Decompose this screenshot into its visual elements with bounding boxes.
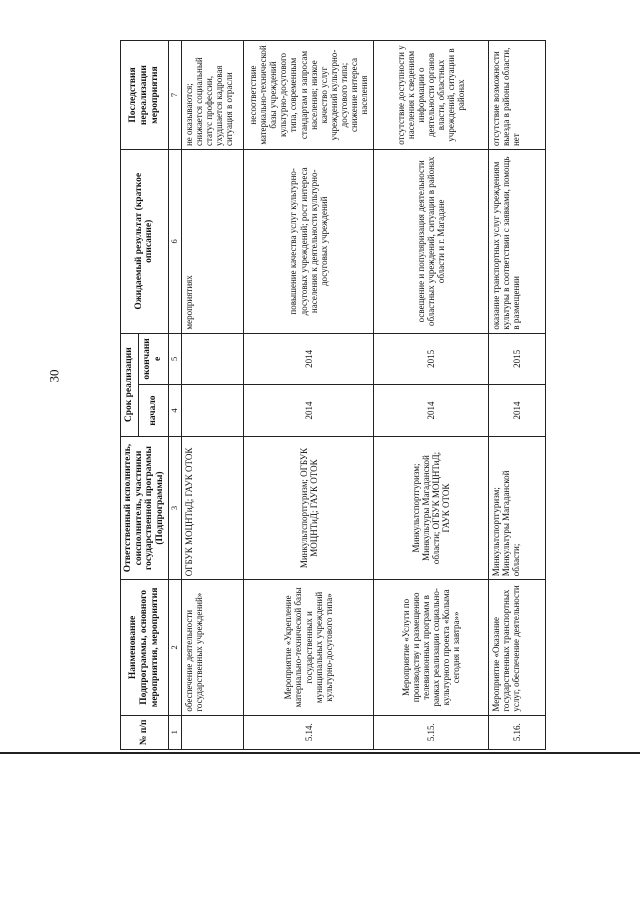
row-start (181, 385, 243, 437)
row-responsible: Минкультспортгуризм; ОГБУК МОЦНТиД; ГАУК ОТОК (243, 436, 374, 579)
header-result: Ожидаемый результат (краткое описание) (121, 150, 169, 334)
header-name: Наименование Подпрограммы, основного мероприятия, мероприятия (121, 580, 169, 715)
row-no (181, 715, 243, 749)
row-name: Мероприятие «Укрепление материально-технической базы государственных и муниципальных учреждений культурно-досугового типа» (243, 580, 374, 715)
table-row (181, 41, 243, 750)
row-start: 2014 (488, 385, 545, 437)
row-name: Мероприятие «Оказание государственных транспортных услуг, обеспечение деятельности (488, 580, 545, 715)
row-start: 2014 (243, 385, 374, 437)
row-responsible: Минкультспортгуризм; Минкультуры Магаданской области; (488, 436, 545, 579)
page-number: 30 (46, 369, 62, 383)
row-no: 5.14. (243, 715, 374, 749)
row-result: мероприятиях (181, 150, 243, 334)
row-no: 5.15. (374, 715, 488, 749)
header-consequences: Последствия нереализации мероприятия (121, 41, 169, 150)
column-number: 6 (168, 150, 181, 334)
header-start: начало (138, 385, 168, 437)
row-consequences: отсутствие доступности у населения к сведениям информации о деятельности органов власти, областных учреждений, ситуации в районах (374, 41, 488, 150)
row-result: повышение качества услуг культурно-досуговых учреждений; рост интереса населения к деятельности культурно-досуговых учреждений (243, 150, 374, 334)
table-row (488, 41, 545, 750)
row-consequences: отсутствие возможности выезда в районы области, нет (488, 41, 545, 150)
header-row (121, 41, 139, 750)
row-name: обеспечение деятельности государственных учреждений» (181, 580, 243, 715)
column-number: 3 (168, 436, 181, 579)
row-start: 2014 (374, 385, 488, 437)
column-number: 7 (168, 41, 181, 150)
row-no: 5.16. (488, 715, 545, 749)
row-consequences: не оказываются; снижается социальный статус профессии, ухудшается кадровая ситуация в отрасли (181, 41, 243, 150)
row-consequences: несоответствие материально-технической базы учреждений культурно-досугового типа, современным стандартам и запросам населения; низкое качество услуг учреждений культурно-досугового типа; снижение интереса населения (243, 41, 374, 150)
row-responsible: Минкультспортгуризм; Минкультуры Магаданской области; ОГБУК МОЦНТиД; ГАУК ОТОК (374, 436, 488, 579)
row-name: Мероприятие «Услуги по производству и размещению телевизионных программ в рамках реализации социально-культурного проекта «Колыма сегодня и завтра»» (374, 580, 488, 715)
plan-table (120, 40, 546, 750)
header-responsible: Ответственный исполнитель, соисполнитель, участники государственной программы (Подпрограммы) (121, 436, 169, 579)
header-period: Срок реализации (121, 333, 139, 436)
row-responsible: ОГБУК МОЦНТиД; ГАУК ОТОК (181, 436, 243, 579)
row-result: освещение и популяризация деятельности областных учреждений, ситуации в районах области и г. Магадане (374, 150, 488, 334)
column-number: 4 (168, 385, 181, 437)
column-number: 5 (168, 333, 181, 385)
row-result: оказание транспортных услуг учреждениям культуры в соответствии с заявками, помощь в размещении (488, 150, 545, 334)
column-number-row (168, 41, 181, 750)
row-end: 2015 (374, 333, 488, 385)
table-row (243, 41, 374, 750)
table-row (374, 41, 488, 750)
header-end: окончание (138, 333, 168, 385)
row-end: 2015 (488, 333, 545, 385)
row-end (181, 333, 243, 385)
rotated-table-container (120, 40, 540, 750)
column-number: 1 (168, 715, 181, 749)
row-end: 2014 (243, 333, 374, 385)
header-no: № п/п (121, 715, 169, 749)
horizontal-rule (0, 752, 640, 754)
column-number: 2 (168, 580, 181, 715)
